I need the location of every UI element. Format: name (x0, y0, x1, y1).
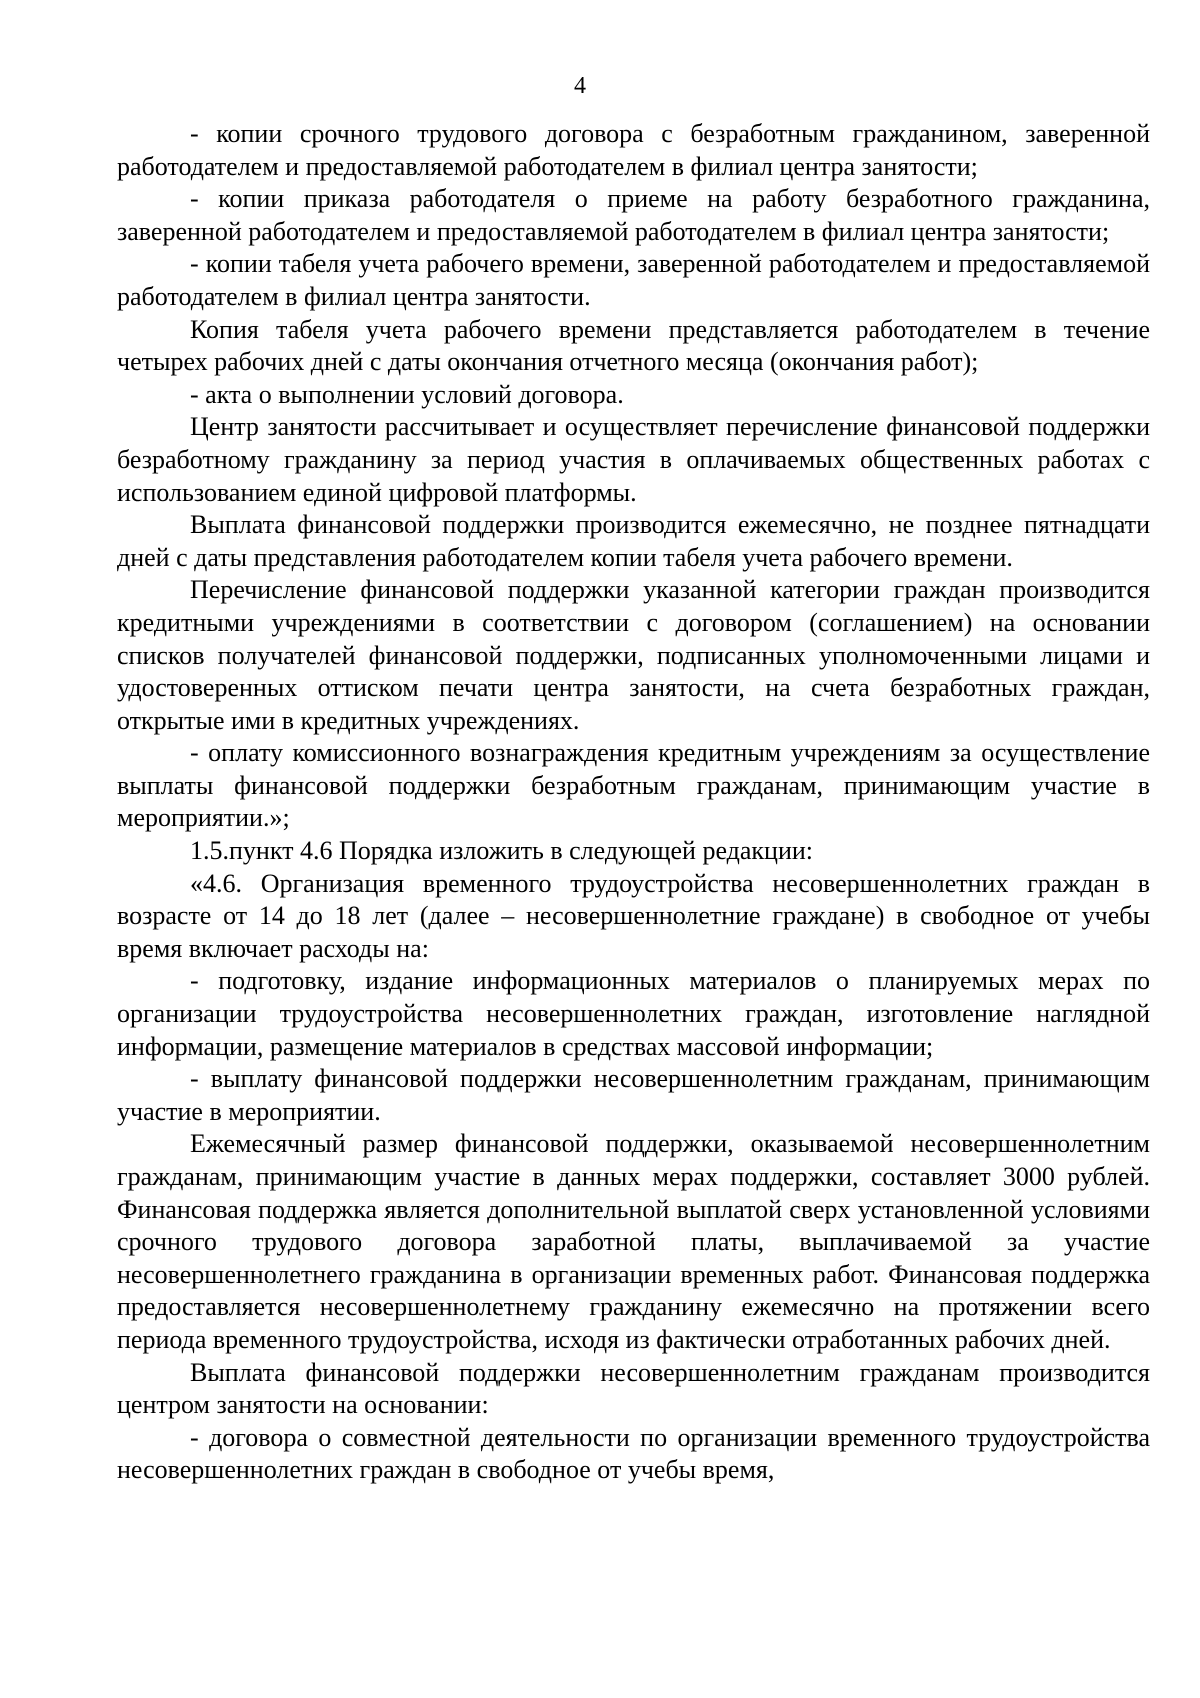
paragraph-contract-act: - акта о выполнении условий договора. (190, 379, 624, 409)
paragraph-clause-1-5: 1.5.пункт 4.6 Порядка изложить в следующей редакции: (190, 836, 814, 866)
paragraph-commission-fee: - оплату комиссионного вознаграждения кредитным учреждениям за осуществление выплаты финансовой поддержки безработным гражданам, принимающим участие в мероприятии.»; (117, 738, 1150, 833)
paragraph-clause-4-6: «4.6. Организация временного трудоустройства несовершеннолетних граждан в возрасте от 14 до 18 лет (далее – несовершеннолетние граждане) в свободное от учебы время включает расходы на: (117, 868, 1150, 963)
paragraph-transfer-via-banks: Перечисление финансовой поддержки указанной категории граждан производится кредитными учреждениями в соответствии с договором (соглашением) на основании списков получателей финансовой поддержки, подписанных уполномоченными лицами и удостоверенных оттиском печати центра занятости, на счета безработных граждан, открытые ими в кредитных учреждениях. (117, 575, 1150, 735)
paragraph-support-payment: - выплату финансовой поддержки несовершеннолетним гражданам, принимающим участие в мероприятии. (117, 1064, 1150, 1126)
paragraph-hiring-order-copy: - копии приказа работодателя о приеме на работу безработного гражданина, заверенной работодателем и предоставляемой работодателем в филиал центра занятости; (117, 184, 1150, 246)
paragraph-monthly-payment: Выплата финансовой поддержки производится ежемесячно, не позднее пятнадцати дней с даты представления работодателем копии табеля учета рабочего времени. (117, 510, 1150, 572)
document-body (117, 118, 1150, 1487)
paragraph-center-calculates: Центр занятости рассчитывает и осуществляет перечисление финансовой поддержки безработному гражданину за период участия в оплачиваемых общественных работах с использованием единой цифровой платформы. (117, 412, 1150, 507)
page-number: 4 (574, 73, 586, 99)
paragraph-employment-contract-copy: - копии срочного трудового договора с безработным гражданином, заверенной работодателем и предоставляемой работодателем в филиал центра занятости; (117, 119, 1150, 181)
paragraph-timesheet-copy: - копии табеля учета рабочего времени, заверенной работодателем и предоставляемой работодателем в филиал центра занятости. (117, 249, 1150, 311)
paragraph-payment-basis: Выплата финансовой поддержки несовершеннолетним гражданам производится центром занятости на основании: (117, 1357, 1150, 1420)
paragraph-monthly-amount: Ежемесячный размер финансовой поддержки, оказываемой несовершеннолетним гражданам, принимающим участие в данных мерах поддержки, составляет 3000 рублей. Финансовая поддержка является дополнительной выплатой сверх установленной условиями срочного трудового договора заработной платы, выплачиваемой за участие несовершеннолетнего гражданина в организации временных работ. Финансовая поддержка предоставляется несовершеннолетнему гражданину ежемесячно на протяжении всего периода временного трудоустройства, исходя из фактически отработанных рабочих дней. (117, 1129, 1150, 1354)
paragraph-info-materials: - подготовку, издание информационных материалов о планируемых мерах по организации трудоустройства несовершеннолетних граждан, изготовление наглядной информации, размещение материалов в средствах массовой информации; (117, 966, 1150, 1061)
paragraph-joint-activity-contract: - договора о совместной деятельности по организации временного трудоустройства несовершеннолетних граждан в свободное от учебы время, (117, 1422, 1150, 1485)
paragraph-timesheet-deadline: Копия табеля учета рабочего времени представляется работодателем в течение четырех рабочих дней с даты окончания отчетного месяца (окончания работ); (117, 314, 1150, 377)
